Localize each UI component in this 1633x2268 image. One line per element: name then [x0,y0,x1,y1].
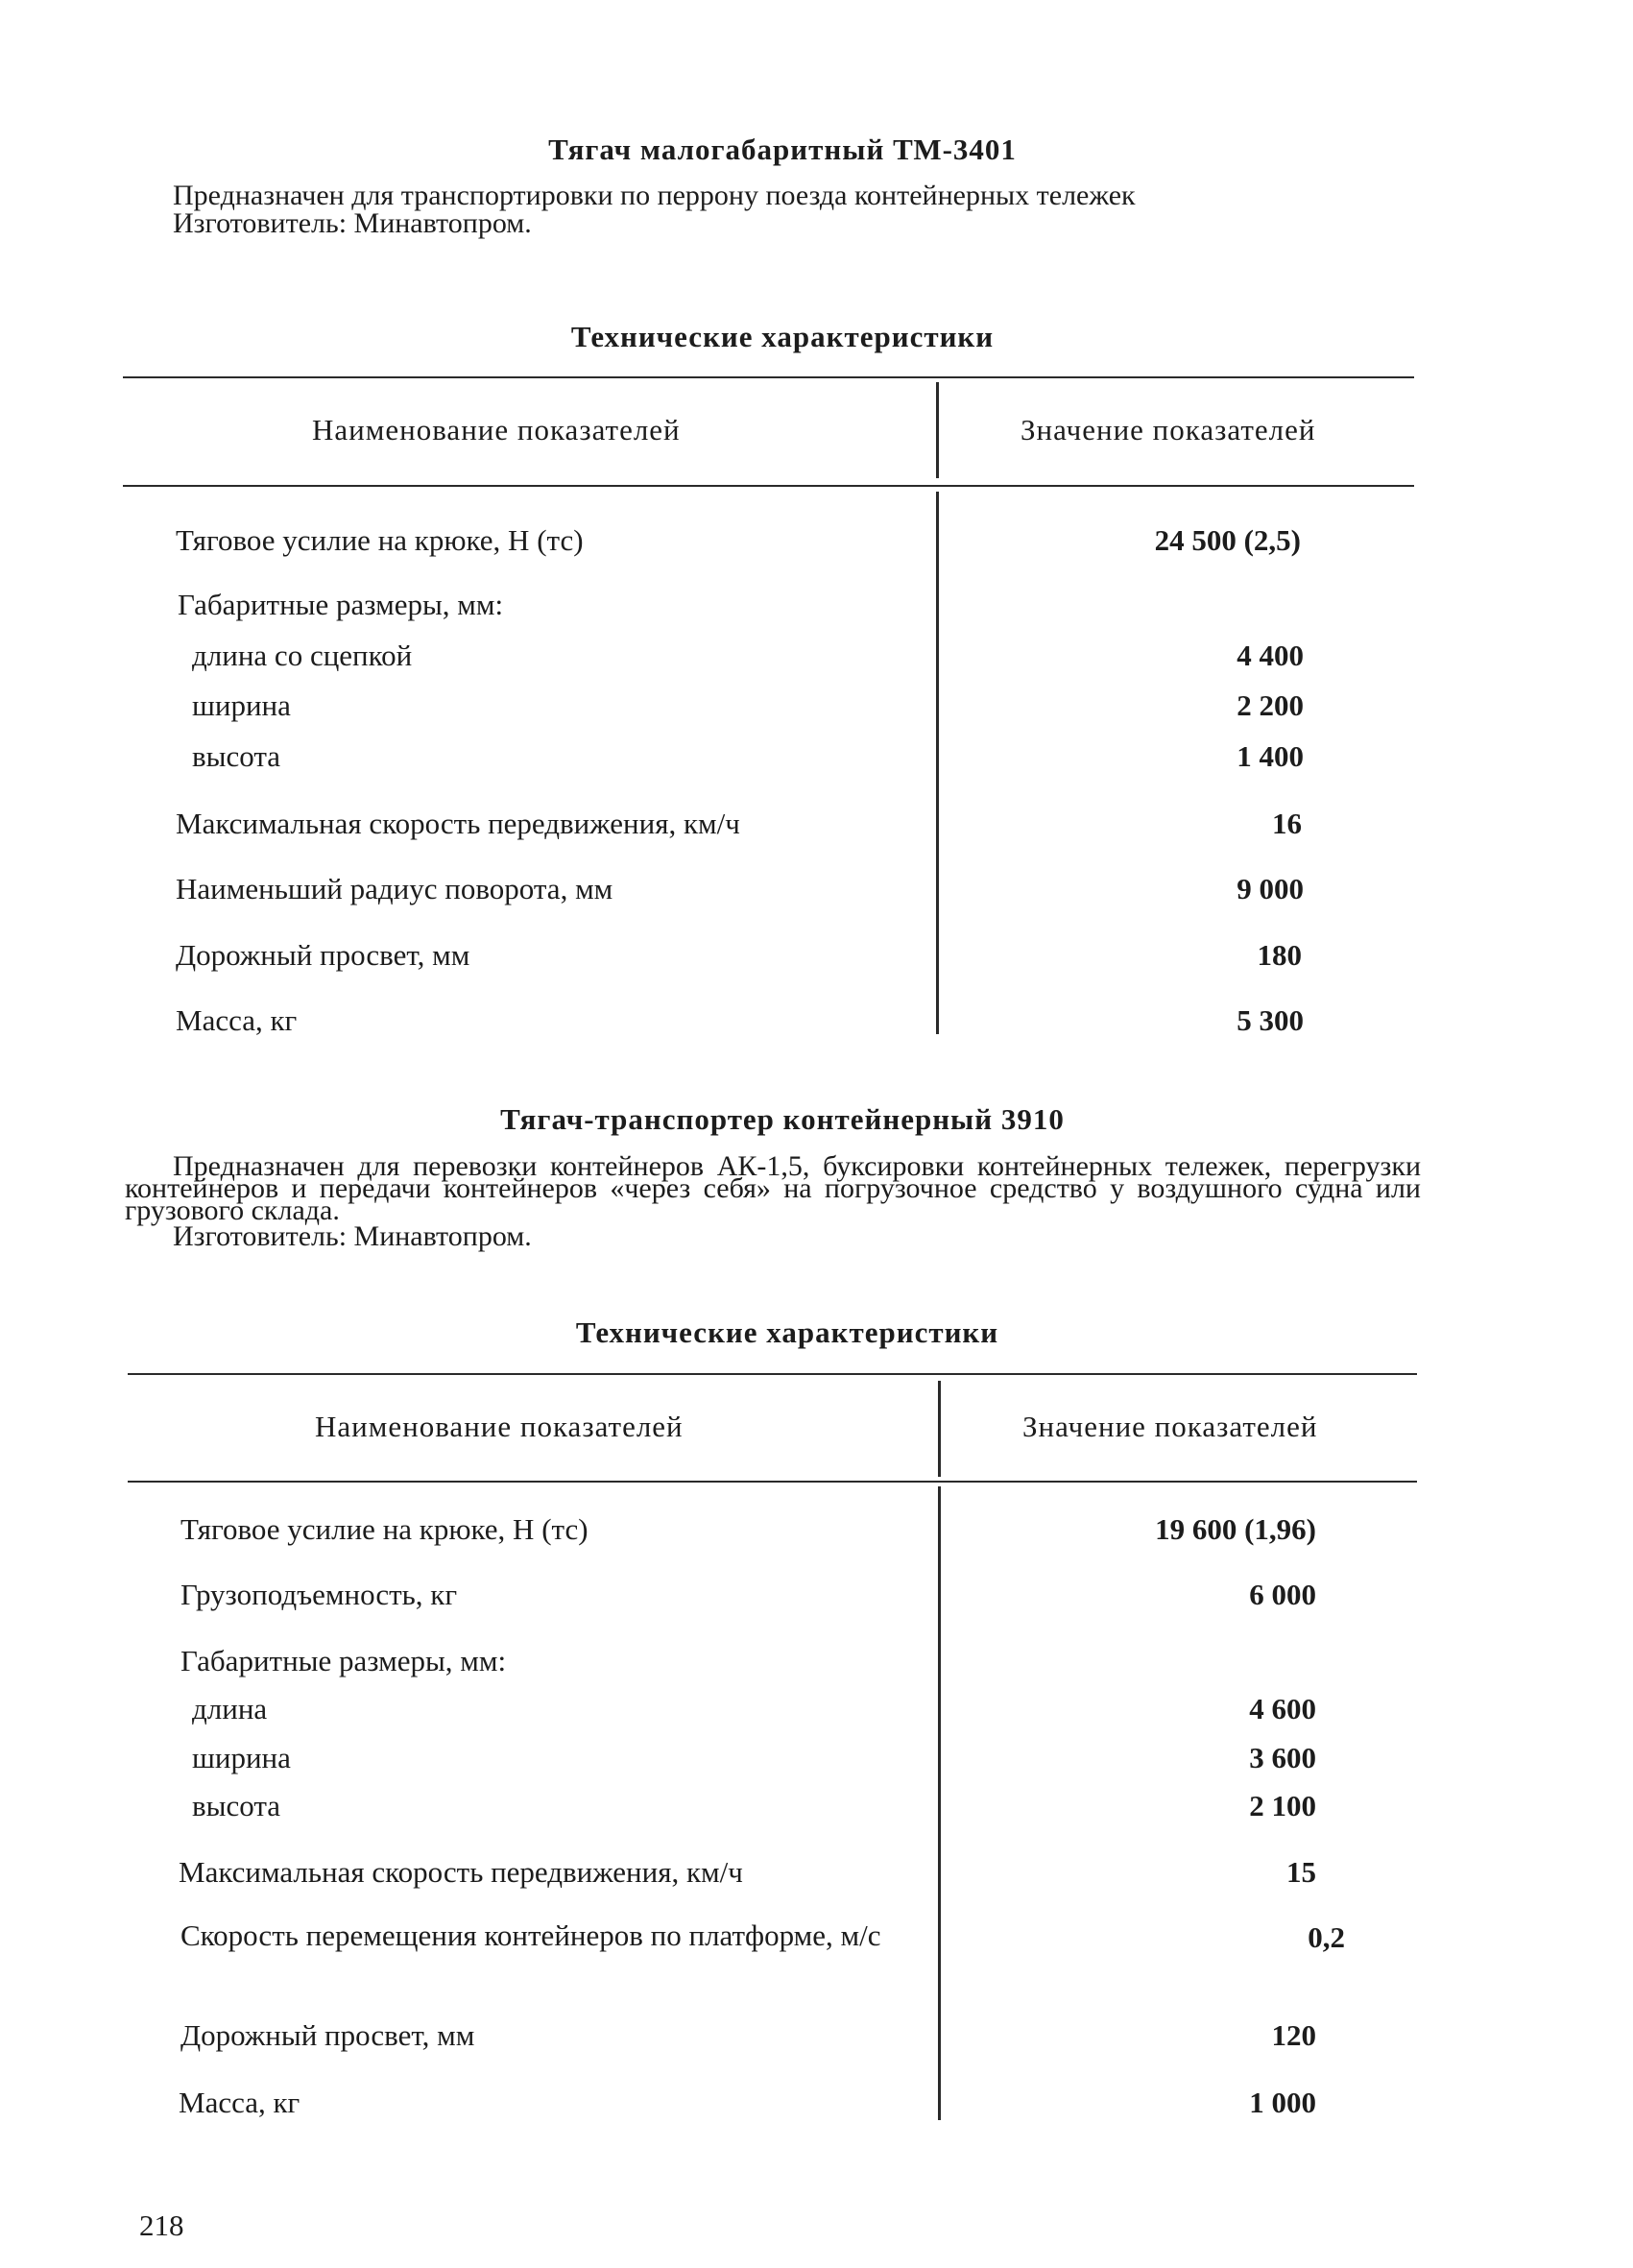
row-name: Тяговое усилие на крюке, Н (тс) [180,1512,588,1546]
row-name: Масса, кг [179,2086,300,2119]
section1-title: Тягач малогабаритный ТМ-3401 [548,133,1017,166]
section2-purpose: Предназначен для перевозки контейнеров АК-1,5, буксировки контейнерных тележек, перегрузки контейнеров и передачи контейнеров «через себя» на погрузочное средство у воздушного судна или грузового склада. [125,1150,1421,1226]
row-name: Габаритные размеры, мм: [180,1644,507,1677]
section1-table-title: Технические характеристики [570,320,995,353]
row-name: Грузоподъемность, кг [180,1578,458,1611]
row-value: 4 600 [1249,1692,1316,1725]
table2-header-divider [938,1381,941,1477]
row-name: Габаритные размеры, мм: [178,588,504,621]
row-value: 24 500 (2,5) [1154,523,1301,557]
row-value: 15 [1286,1855,1316,1889]
table1-body-divider [936,492,939,1034]
table1-header-divider [936,382,939,478]
row-value: 120 [1271,2018,1316,2052]
section2-title: Тягач-транспортер контейнерный 3910 [500,1102,1065,1136]
row-value: 180 [1257,938,1302,972]
row-name: ширина [192,688,291,722]
row-name: Дорожный просвет, мм [176,938,470,972]
row-value: 9 000 [1237,872,1304,905]
row-value: 5 300 [1237,1003,1304,1037]
row-name: длина со сцепкой [192,639,413,672]
row-value: 4 400 [1237,639,1304,672]
section1-purpose: Предназначен для транспортировки по перрону поезда контейнерных тележек [173,180,1136,211]
row-name: высота [192,1789,281,1822]
section1-manufacturer: Изготовитель: Минавтопром. [173,207,532,239]
row-name: Масса, кг [176,1003,298,1037]
section1-description [125,180,1416,239]
row-name: Максимальная скорость передвижения, км/ч [176,807,740,840]
row-value: 16 [1272,807,1302,840]
section2-manufacturer: Изготовитель: Минавтопром. [173,1220,532,1252]
row-value: 19 600 (1,96) [1155,1512,1316,1546]
row-name: высота [192,739,281,773]
page-number: 218 [139,2208,184,2242]
row-name: длина [192,1692,268,1725]
row-value: 1 400 [1237,739,1304,773]
table2-col-name-header: Наименование показателей [315,1410,684,1443]
row-value: 2 200 [1237,688,1304,722]
section2-description [125,1150,1421,1252]
row-name: Скорость перемещения контейнеров по платформе, м/с [180,1918,881,1952]
table2-body-divider [938,1486,941,2120]
table1-col-name-header: Наименование показателей [312,413,681,446]
table1-header-rule [123,485,1414,487]
row-name: Максимальная скорость передвижения, км/ч [179,1855,743,1889]
table2-col-value-header: Значение показателей [1022,1410,1318,1443]
row-value: 1 000 [1249,2086,1316,2119]
row-value: 6 000 [1249,1578,1316,1611]
row-value: 2 100 [1249,1789,1316,1822]
row-name: Дорожный просвет, мм [180,2018,475,2052]
row-name: Наименьший радиус поворота, мм [176,872,613,905]
row-value: 0,2 [1308,1920,1345,1954]
row-value: 3 600 [1249,1741,1316,1774]
row-name: Тяговое усилие на крюке, Н (тс) [176,523,584,557]
row-name: ширина [192,1741,291,1774]
section2-table-title: Технические характеристики [575,1315,999,1349]
table1-col-value-header: Значение показателей [1021,413,1316,446]
table2-top-rule [128,1373,1417,1375]
table2-header-rule [128,1481,1417,1483]
table1-top-rule [123,376,1414,378]
